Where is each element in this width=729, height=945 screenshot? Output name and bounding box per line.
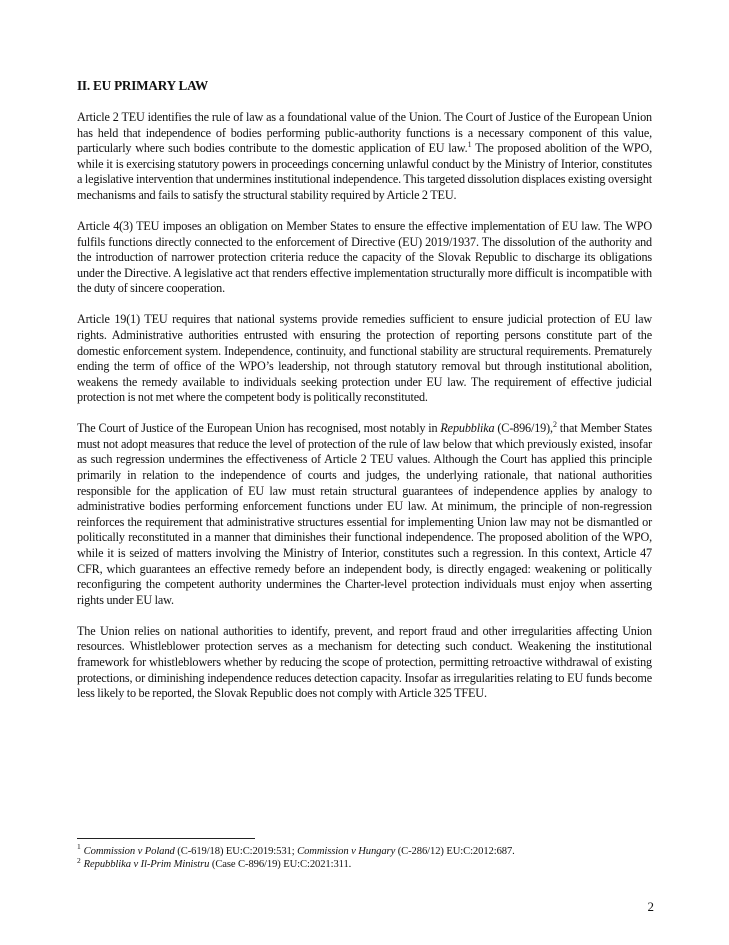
paragraph-article-19-1: Article 19(1) TEU requires that national systems provide remedies sufficient to ensure judicial protection of EU law rights. Administrative authorities entrusted with ensuring the protection of reporting persons constitute part of the domestic enforcement system. Independence, continuity, and functional stability are structural requirements. Prematurely ending the term of office of the WPO’s leadership, not through statutory removal but through institutional abolition, weakens the remedy available to individuals seeking protection under EU law. The requirement of effective judicial protection is not met where the competent body is politically reconstituted. <box>77 312 652 405</box>
paragraph-text: that Member States must not adopt measures that reduce the level of protection of the rule of law below that which previously existed, insofar as such regression undermines the effectiveness of Article 2 TEU values. Although the Court has applied this principle primarily in relation to the independence of courts and judges, the underlying rationale, that national authorities responsible for the application of EU law must retain structural guarantees of independence applies by analogy to administrative bodies performing enforcement functions under EU law. At minimum, the principle of non-regression reinforces the requirement that administrative structures essential for implementing Union law may not be dismantled or politically reconstituted in a manner that diminishes their functional independence. The proposed abolition of the WPO, while it is seized of matters involving the Ministry of Interior, constitutes such a regression. In this context, Article 47 CFR, which guarantees an effective remedy before an independent body, is directly engaged: weakening or politically reconfiguring the competent authority undermines the Charter-level protection individuals must enjoy when asserting rights under EU law. <box>77 421 652 607</box>
case-name-italic: Commission v Poland <box>83 846 175 857</box>
footnote-number: 1 <box>77 842 81 852</box>
paragraph-article-325: The Union relies on national authorities to identify, prevent, and report fraud and other irregularities affecting Union resources. Whistleblower protection serves as a mechanism for detecting such conduct. Weakening the institutional framework for whistleblowers whether by reducing the scope of protection, permitting retroactive withdrawal of existing protections, or diminishing independence reduces detection capacity. Insofar as irregularities relating to EU funds become less likely to be reported, the Slovak Republic does not comply with Article 325 TFEU. <box>77 623 652 701</box>
footnote-text: (C-619/18) EU:C:2019:531; <box>174 846 298 857</box>
footnote-2 <box>77 855 652 871</box>
footnote-number: 2 <box>77 855 81 865</box>
case-name-italic: Repubblika <box>440 421 495 436</box>
paragraph-text: Article 2 TEU identifies the rule of law as a foundational value of the Union. The Court of Justice of the European Union has held that independence of bodies performing public-authority functions is a necessary component of this value, particularly where such bodies contribute to the domestic application of EU law. <box>77 110 652 156</box>
case-name-italic: Commission v Hungary <box>297 846 396 857</box>
footnote-reference[interactable]: 1 <box>467 140 472 150</box>
footnote-reference[interactable]: 2 <box>552 420 557 430</box>
footnote-text: (Case C-896/19) EU:C:2021:311. <box>209 859 352 871</box>
paragraph-text: The Court of Justice of the European Union has recognised, most notably in <box>77 421 441 436</box>
paragraph-repubblika <box>77 421 652 608</box>
paragraph-article-2 <box>77 110 652 204</box>
paragraph-text: (C-896/19), <box>494 421 553 436</box>
paragraph-article-4-3: Article 4(3) TEU imposes an obligation on Member States to ensure the effective implementation of EU law. The WPO fulfils functions directly connected to the enforcement of Directive (EU) 2019/1937. The dissolution of the authority and the introduction of narrower protection criteria reduce the capacity of the Slovak Republic to discharge its obligations under the Directive. A legislative act that renders effective implementation structurally more difficult is incompatible with the duty of sincere cooperation. <box>77 218 652 296</box>
footnote-1 <box>77 842 652 858</box>
footnote-text: (C-286/12) EU:C:2012:687. <box>395 846 515 857</box>
main-content <box>77 78 652 717</box>
page-number: 2 <box>647 899 654 914</box>
case-name-italic: Repubblika v Il-Prim Ministru <box>83 859 210 871</box>
section-heading: II. EU PRIMARY LAW <box>77 78 208 93</box>
paragraph-text: The proposed abolition of the WPO, while it is exercising statutory powers in proceedings concerning unlawful conduct by the Ministry of Interior, constitutes a legislative intervention that undermines institutional independence. This targeted dissolution displaces existing oversight mechanisms and fails to satisfy the structural stability required by Article 2 TEU. <box>77 141 653 202</box>
footnote-separator <box>77 838 255 839</box>
footnotes <box>77 842 652 871</box>
